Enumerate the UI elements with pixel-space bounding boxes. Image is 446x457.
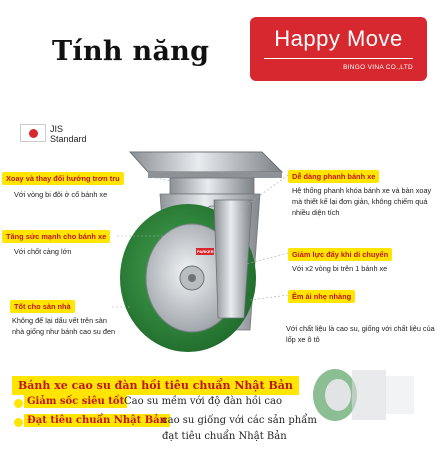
bottom-item-label-standard: Đạt tiêu chuẩn Nhật Bản [24, 414, 170, 427]
feature-label-push: Giảm lực đẩy khi di chuyển [288, 248, 392, 261]
page-title: Tính năng [52, 36, 210, 67]
feature-label-swivel: Xoay và thay đổi hướng trơn tru [2, 172, 124, 185]
standard-line2: Standard [50, 134, 87, 144]
bottom-headline: Bánh xe cao su đàn hồi tiêu chuẩn Nhật Bản [12, 376, 299, 395]
bullet-icon [14, 399, 23, 408]
brand-subtitle: BINGO VINA CO.,LTD [343, 64, 413, 71]
feature-desc-strength: Với chốt càng lớn [14, 247, 72, 256]
bottom-item-text-standard-2: đạt tiêu chuẩn Nhật Bản [162, 431, 287, 442]
small-wheel-photo [313, 369, 414, 421]
feature-desc-brake: Hệ thống phanh khóa bánh xe và bàn xoay mà thiết kế lại đơn giản, không chiếm quá nhiều diện tích [292, 186, 432, 217]
feature-label-strength: Tăng sức mạnh cho bánh xe [2, 230, 110, 243]
bottom-item-label-shock: Giảm sốc siêu tốt [24, 395, 127, 408]
bottom-item-text-standard: cao su giống với các sản phẩm [162, 415, 317, 426]
feature-desc-swivel: Với vòng bi đôi ở cổ bánh xe [14, 190, 108, 199]
feature-label-floor: Tốt cho sàn nhà [10, 300, 75, 313]
brand-name: Happy Move [274, 26, 403, 51]
standard-line1: JIS [50, 124, 64, 134]
wheel-label-text: PARKER [197, 249, 214, 254]
bullet-icon [14, 418, 23, 427]
feature-desc-smooth: Với chất liệu là cao su, giống với chất liệu của lốp xe ô tô [286, 324, 435, 344]
feature-label-brake: Dễ dàng phanh bánh xe [288, 170, 379, 183]
bottom-item-text-shock: Cao su mềm với độ đàn hồi cao [124, 396, 283, 407]
feature-label-smooth: Êm ái nhẹ nhàng [288, 290, 355, 303]
feature-desc-floor: Không để lại dấu vết trên sàn nhà giống như bánh cao su đen [12, 316, 116, 336]
feature-desc-push: Với x2 vòng bi trên 1 bánh xe [292, 264, 388, 273]
